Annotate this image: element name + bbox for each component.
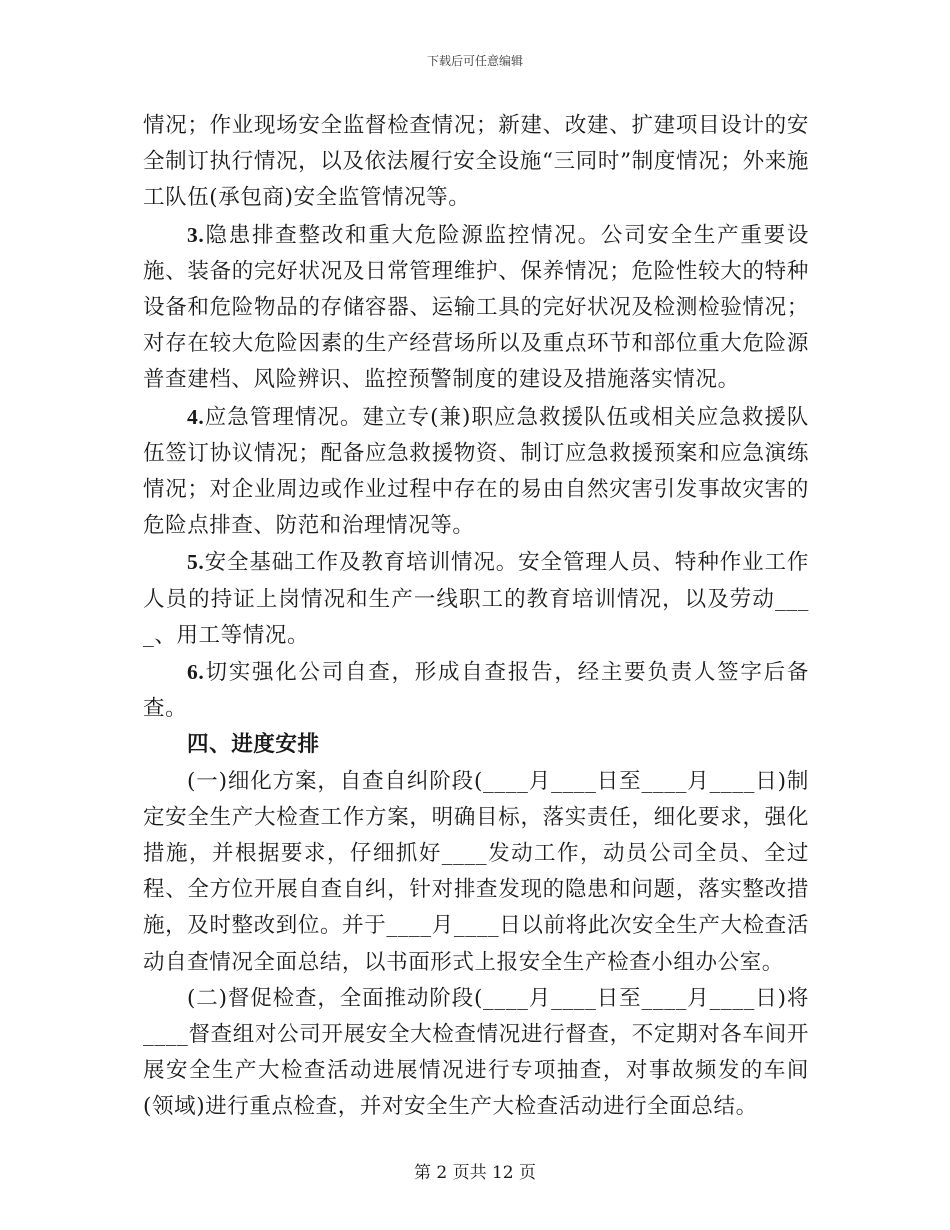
list-item-text: 安全基础工作及教育培训情况。安全管理人员、特种作业工作人员的持证上岗情况和生产一线职工的教育培训情况，以及劳动____、用工等情况。 xyxy=(143,550,809,648)
stage-paragraph-2: (二)督促检查，全面推动阶段(____月____日至____月____日)将____督查组对公司开展安全大检查情况进行督查，不定期对各车间开展安全生产大检查活动进展情况进行专项抽查，对事故频发的车间(领域)进行重点检查，并对安全生产大检查活动进行全面总结。 xyxy=(143,985,809,1120)
list-item-6 xyxy=(143,654,809,727)
stage-paragraph-1: (一)细化方案，自查自纠阶段(____月____日至____月____日)制定安全生产大检查工作方案，明确目标，落实责任，细化要求，强化措施，并根据要求，仔细抓好____发动工作，动员公司全员、全过程、全方位开展自查自纠，针对排查发现的隐患和问题，落实整改措施，及时整改到位。并于____月____日以前将此次安全生产大检查活动自查情况全面总结，以书面形式上报安全生产检查小组办公室。 xyxy=(143,768,809,975)
list-item-text: 切实强化公司自查，形成自查报告，经主要负责人签字后备查。 xyxy=(143,660,809,722)
list-item-4 xyxy=(143,399,809,545)
list-item-text: 隐患排查整改和重大危险源监控情况。公司安全生产重要设施、装备的完好状况及日常管理维护、保养情况；危险性较大的特种设备和危险物品的存储容器、运输工具的完好状况及检测检验情况；对存在较大危险因素的生产经营场所以及重点环节和部位重大危险源普查建档、风险辨识、监控预警制度的建设及措施落实情况。 xyxy=(143,222,809,393)
list-number: 4. xyxy=(187,404,205,429)
section-heading: 四、进度安排 xyxy=(187,732,320,758)
document-body xyxy=(143,108,809,1126)
list-number: 3. xyxy=(187,222,205,247)
list-number: 6. xyxy=(187,660,205,685)
list-item-3 xyxy=(143,217,809,399)
list-number: 5. xyxy=(187,550,205,575)
paragraph-continued: 情况；作业现场安全监督检查情况；新建、改建、扩建项目设计的安全制订执行情况，以及依法履行安全设施“三同时”制度情况；外来施工队伍(承包商)安全监管情况等。 xyxy=(143,113,809,211)
list-item-text: 应急管理情况。建立专(兼)职应急救援队伍或相关应急救援队伍签订协议情况；配备应急救援物资、制订应急救援预案和应急演练情况；对企业周边或作业过程中存在的易由自然灾害引发事故灾害的危险点排查、防范和治理情况等。 xyxy=(143,404,809,539)
list-item-5 xyxy=(143,544,809,654)
page-header: 下载后可任意编辑 xyxy=(426,54,523,68)
page-footer: 第 2 页共 12 页 xyxy=(413,1163,537,1183)
